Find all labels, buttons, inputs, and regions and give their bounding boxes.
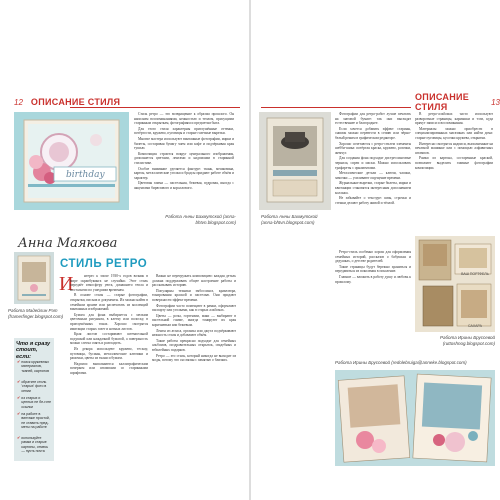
- tips-heading: Что я сразу стоит, если:: [16, 341, 51, 360]
- right-header: [415, 92, 500, 112]
- caption-top: Работа Анны Бахмутской (anna-bhtvn.blogspot.com): [261, 214, 318, 225]
- right-page: [251, 0, 500, 500]
- author-signature: Анна Маякова: [18, 236, 118, 251]
- vintage-tags-photo: [415, 236, 495, 332]
- caption-mid: Работа Ирины Бруссевой (ruttoshnog.blogspot.com): [439, 335, 495, 346]
- right-text-column-1: Фотографии для ретро-работ лучше печатать на матовой бумаге: так они выглядят естественнее и благороднее. Если хочется добавить эффект старины, снимок можно перевести в сепию или чёрно-белый режим в графическом редакторе. Хорошо сочетаются с ретро-стилем элементы шебби-шика: потёртая краска, кружево, розочки, жемчуг. Для создания фона подходят дистрессинговые чернила, спреи и маски. Можно использовать трафареты с орнаментами. Металлические детали — ключи, часики, замочки — усиливают ощущение времени. Журнальные вырезки, старые билеты, марки и квитанции становятся интересным дополнением коллажа. Не забывайте о текстуре: швы, строчки и стежки делают работу живой и тёплой.: [335, 112, 411, 205]
- tip-item: ✔ из старых и ценных не бе-гите ссылки: [17, 395, 52, 409]
- caption-bottom: Работа Ирины Бруссевой (redolebruiga@anneke.blogspot.com): [335, 360, 467, 365]
- tip-item: ✔ используйте рамки и старые картины, отмесь — пусть почта: [17, 435, 49, 453]
- right-header-rule: [261, 107, 411, 108]
- small-card-photo: [14, 252, 54, 304]
- caption-small: Работа Мадейлин Рэт (framerfinger.blogspot.com): [8, 308, 64, 319]
- hat-card-photo: [259, 112, 331, 210]
- birthday-card-photo: [14, 112, 129, 210]
- caption-main: Работа Анны Бахмутской (anna-bhtvn.blogspot.com): [165, 214, 236, 225]
- tip-item: ✔ на работе в винтаже простой, не ставить пред-меты на работе: [17, 411, 50, 429]
- birthday-card-text: birthday: [66, 170, 105, 180]
- left-page: [0, 0, 249, 500]
- article-title: СТИЛЬ РЕТРО: [60, 258, 148, 270]
- check-icon: ✔: [17, 411, 21, 416]
- tips-box: [14, 338, 54, 461]
- left-text-column-2: Важно не перегружать композицию: каждая деталь должна поддерживать общее настроение работы и рассказывать историю. Популярны техники эмбоссинга, кракелюра, тонирования краской и пастелью. Они придают поверхности эффект времени. Фотографии часто помещают в рамки, оформляют паспарту или уголками, как в старых альбомах. Цветы — розы, гортензии, маки — выбирают в пастельной гамме, иногда тонируют их края коричневым или бежевым. Ленты из атласа, органзы или джута подчёркивают нежность стиля и добавляют объём. Такие работы прекрасно подходят для семейных альбомов, поздравительных открыток, свадебных и юбилейных подарков. Ретро — это стиль, который никогда не выходит из моды, потому что он связан с памятью о близких.: [152, 274, 236, 363]
- tag-label: ВАШ ПОРТФЕЛЬ: [461, 272, 489, 276]
- tag-label: САХАРА: [468, 324, 482, 328]
- drop-cap: И: [59, 273, 74, 295]
- right-text-column-2: В ретро-альбомах часто используют разворотные страницы, кармашки и тэги, куда прячут записи и воспоминания. Материалы можно приобрести в специализированных магазинах или найти дома: старые пуговицы, кусочки кружева, открытки. Интересно смотрятся надписи, выполненные на печатной машинке или с помощью алфавитных штампов. Рамки из картона, состаренные краской, позволяют выделить главные фотографии композиции.: [415, 112, 493, 170]
- tip-item: ✔ поиск кружевных материалов, тканей, картонов: [17, 359, 49, 373]
- left-text-column-top: Стиль ретро — это возвращение к образам прошлого. Он наполнен воспоминаниями, нежностью и теплом, присущими старинным открыткам, фотографиям и предметам быта. Для этого стиля характерны приглушённые оттенки, потёртости, кружево, пуговицы и старые газетные вырезки. Многие мастера используют винтажные фотографии, марки и билеты, состаривая бумагу чаем или кофе и подчёркивая края тушью. Композиция строится вокруг центрального изображения, дополняется цветами, лентами и надписями в старинной стилистике. Особое внимание уделяется фактуре: ткань, мешковина, картон, металлические уголки и брадсы придают работе объём и характер. Цветовая гамма — пастельная, бежевая, пудровая, иногда с акцентами бирюзового и кораллового.: [134, 112, 234, 190]
- check-icon: ✔: [17, 395, 21, 400]
- left-page-number: 12: [14, 97, 23, 107]
- check-icon: ✔: [17, 379, 21, 384]
- right-page-number: 13: [491, 97, 500, 107]
- right-text-column-3: Ретро-стиль особенно хорош для оформления семейных историй, рассказов о бабушках и дедушках, о детстве родителей. Такие страницы будут бережно храниться и передаваться из поколения в поколение. Главное — вложить в работу душу и любовь к прошлому.: [335, 250, 411, 284]
- check-icon: ✔: [17, 359, 21, 364]
- left-text-column-1: нтерес к эпохе 1930-х годов возник в мире скрапбукинга не случайно. Этот стиль передаёт атмосферу уюта, домашнего тепла и ностальгии по ушедшим временам. В основе стиля — старые фотографии, открытки, письма и документы. Их можно найти в семейном архиве или распечатать из коллекций винтажных изображений. Бумага для фона выбирается с мелким цветочным рисунком, в клетку или полоску, в приглушённых тонах. Хорошо смотрятся имитации старых газет и нотных листов. Края листов состаривают штемпельной подушкой или наждачной бумагой, а поверхность можно слегка смять и разгладить. Из декора используют кружево, тесьму, пуговицы, бусины, металлические ключики и рамочки, цветы из ткани и бумаги. Надписи выполняются каллиграфическим почерком или штампами со старинными шрифтами.: [70, 274, 148, 375]
- right-section-title: ОПИСАНИЕ СТИЛЯ: [415, 92, 470, 112]
- check-icon: ✔: [17, 435, 21, 440]
- bottom-collage-photo: [335, 370, 495, 466]
- tip-item: ✔ обратите стиль 'старых' фото в сепии: [17, 379, 47, 393]
- left-header-rule: [70, 107, 240, 108]
- left-section-title: ОПИСАНИЕ СТИЛЯ: [30, 97, 121, 107]
